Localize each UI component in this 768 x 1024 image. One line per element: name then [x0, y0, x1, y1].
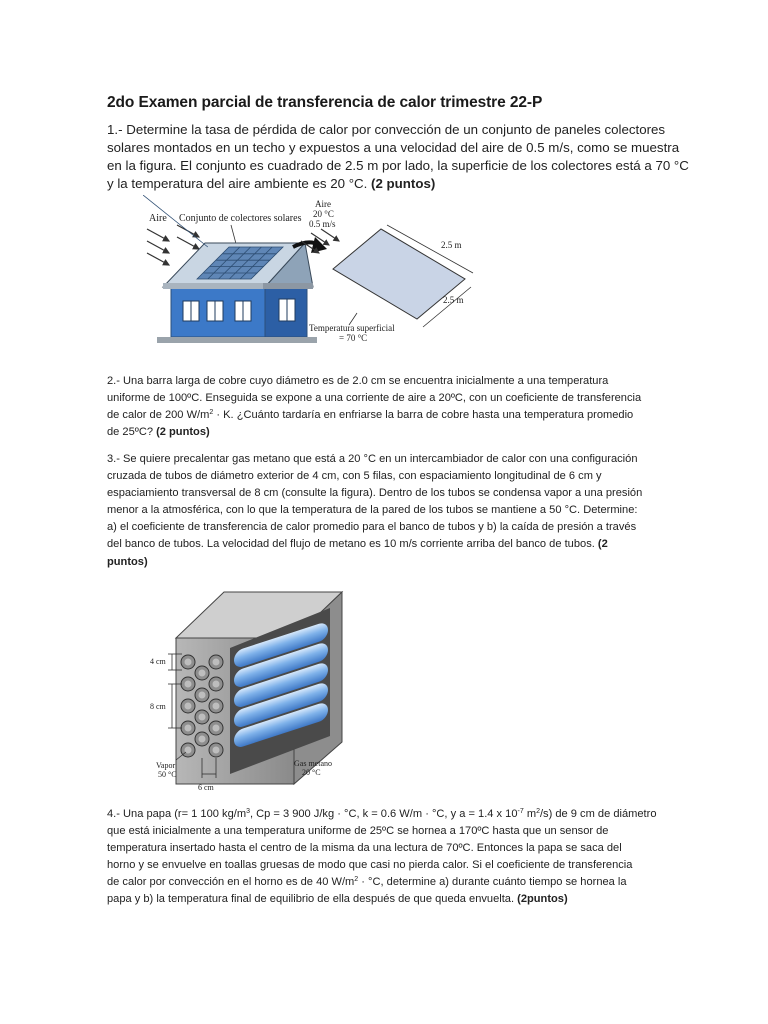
dimension-top: 2.5 m	[441, 240, 462, 250]
collector-panel-grid	[143, 195, 283, 279]
question-2-points: (2 puntos)	[156, 426, 210, 439]
air-conditions-line: Aire	[315, 199, 331, 209]
surface-temp-label: Temperatura superficial	[309, 323, 395, 333]
question-2-line: uniforme de 100ºC. Enseguida se expone a una corriente de aire a 20ºC, con un coeficiente de transferencia	[107, 392, 642, 405]
question-4-line: temperatura insertado hasta el centro de la misma da una lectura de 70ºC. Entonces la papa se saca del	[107, 842, 622, 855]
question-2-line: de 25ºC? (2 puntos)	[107, 426, 210, 439]
question-1-line: solares montados en un techo y expuestos a una velocidad del aire de 0.5 m/s, como se muestra	[107, 140, 680, 156]
dim-8cm-label: 8 cm	[150, 702, 166, 711]
question-4-line: 4.- Una papa (r= 1 100 $kg/m^3$, Cp = 3 900 J/kg · °C, k = 0.6 W/m · °C, y a = 1.4 x $10^{-7}$ $m^2/s$) de 9 cm de diámetro	[107, 808, 657, 820]
question-3-line: espaciamiento transversal de 8 cm (consulte la figura). Dentro de los tubos se condensa vapor a una presión	[107, 487, 643, 500]
vapor-temp-label: 50 °C	[158, 770, 177, 779]
question-3-points: puntos)	[107, 555, 148, 568]
collector-label: Conjunto de colectores solares	[179, 213, 302, 224]
question-2	[107, 373, 661, 441]
solar-collector-figure	[143, 195, 523, 355]
question-3-line: a) el coeficiente de transferencia de calor promedio para el banco de tubos y b) la caída de presión a través	[107, 521, 637, 534]
vapor-label: Vapor	[156, 761, 176, 770]
exam-title: 2do Examen parcial de transferencia de calor trimestre 22-P	[107, 94, 543, 111]
question-3	[107, 451, 661, 571]
question-4-line: horno y se envuelve en toallas gruesas de modo que casi no pierda calor. Si el coeficiente de transferencia	[107, 859, 633, 872]
question-2-line: 2.- Una barra larga de cobre cuyo diámetro es de 2.0 cm se encuentra inicialmente a una temperatura	[107, 375, 609, 387]
dim-6cm-label: 6 cm	[198, 783, 214, 792]
question-1-line: y la temperatura del aire ambiente es 20 °C. (2 puntos)	[107, 176, 436, 192]
question-1-line: en la figura. El conjunto es cuadrado de 2.5 m por lado, la superficie de los colectores está a 70 °C	[107, 158, 689, 174]
question-4-points: (2puntos)	[517, 893, 568, 906]
question-3-line: del banco de tubos. La velocidad del flujo de metano es 10 m/s corriente arriba del banco de tubos. (2	[107, 538, 608, 551]
question-1-points: (2 puntos)	[371, 176, 436, 192]
question-4	[107, 806, 661, 909]
dimension-side: 2.5 m	[443, 295, 464, 305]
question-4-line: papa y b) la temperatura final de equilibrio de ella después de que queda envuelta. (2puntos)	[107, 893, 568, 906]
gas-label: Gas metano	[294, 759, 332, 768]
gas-temp-label: 20 °C	[302, 768, 321, 777]
question-4-line: de calor por convección en el horno es de 40 $W/m^2 \cdot ^\circ C$, determine a) durante cuánto tiempo se hornea la	[107, 876, 627, 889]
air-label: Aire	[149, 213, 167, 224]
question-1	[107, 121, 689, 193]
question-3-line: cruzada de tubos de diámetro exterior de 4 cm, con 5 filas, con espaciamiento longitudinal de 6 cm y	[107, 470, 602, 483]
question-1-line: 1.- Determine la tasa de pérdida de calor por convección de un conjunto de paneles colectores	[107, 122, 666, 137]
question-3-points: (2	[597, 538, 608, 551]
air-conditions-line: 0.5 m/s	[309, 219, 336, 229]
dim-4cm-label: 4 cm	[150, 657, 166, 666]
tube-bank-figure	[146, 588, 346, 798]
question-2-line: de calor de 200 $W/m^2 \cdot K$. ¿Cuánto tardaría en enfriarse la barra de cobre hasta una temperatura promedio	[107, 409, 634, 422]
question-3-line: 3.- Se quiere precalentar gas metano que está a 20 °C en un intercambiador de calor con una configuración	[107, 453, 638, 465]
air-conditions-line: 20 °C	[313, 209, 334, 219]
question-3-line: menor a la atmosférica, con lo que la temperatura de la pared de los tubos se mantiene a 50 °C. Determine:	[107, 504, 638, 517]
question-4-line: que está inicialmente a una temperatura uniforme de 25ºC se hornea a 170ºC hasta que un sensor de	[107, 825, 609, 838]
surface-temp-value: = 70 °C	[339, 333, 368, 343]
